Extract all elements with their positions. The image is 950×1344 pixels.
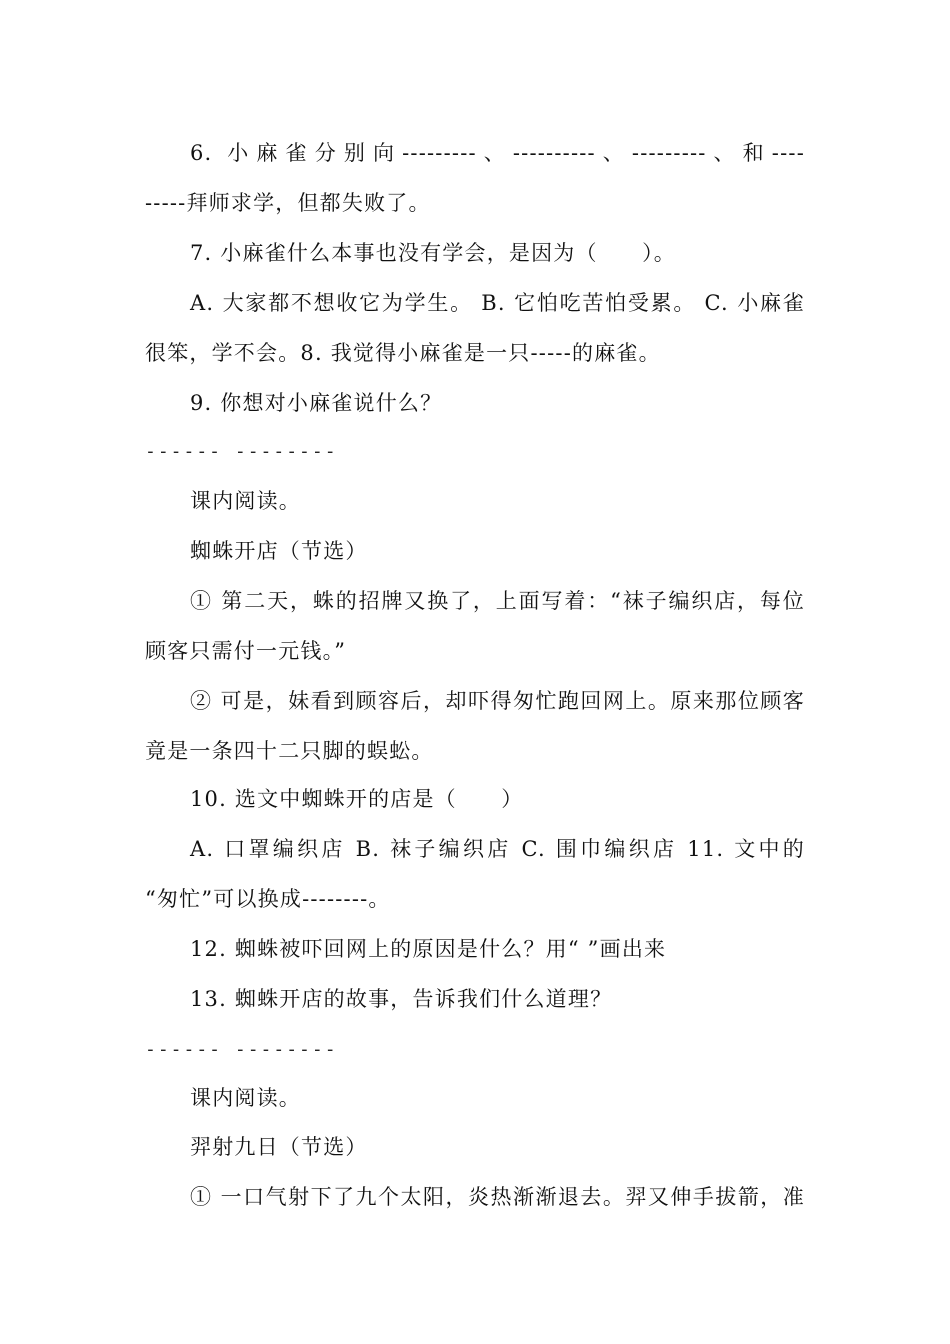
- q9-stem: 9. 你想对小麻雀说什么？: [190, 391, 443, 415]
- q7-stem: 7. 小麻雀什么本事也没有学会，是因为（ ）。: [190, 241, 677, 265]
- section2-paragraph1-line2: 顾客只需付一元钱。”: [145, 639, 347, 663]
- q12-stem: 12. 蜘蛛被吓回网上的原因是什么？用“ ”画出来: [190, 937, 667, 961]
- q11-line2: “匆忙”可以换成--------。: [145, 887, 391, 911]
- section2-paragraph1-line1: ① 第二天，蛛的招牌又换了，上面写着：“袜子编织店，每位: [190, 589, 805, 613]
- section3-title: 羿射九日（节选）: [190, 1135, 368, 1159]
- q6-line2: -----拜师求学，但都失败了。: [145, 191, 431, 215]
- section2-paragraph2-line1: ② 可是，妹看到顾容后，却吓得匆忙跑回网上。原来那位顾客: [190, 689, 805, 713]
- q13-stem: 13. 蜘蛛开店的故事，告诉我们什么道理？: [190, 987, 613, 1011]
- q6-line1: 6. 小麻雀分别向---------、----------、---------、和----: [190, 141, 805, 165]
- q10-stem: 10. 选文中蜘蛛开的店是（ ）: [190, 787, 524, 811]
- section2-title: 蜘蛛开店（节选）: [190, 539, 368, 563]
- q13-answer-line: ------ --------: [145, 1039, 338, 1060]
- section3-heading: 课内阅读。: [190, 1086, 301, 1110]
- q7-options-line2: 很笨，学不会。8. 我觉得小麻雀是一只-----的麻雀。: [145, 341, 661, 365]
- q10-options: A. 口罩编织店 B. 袜子编织店 C. 围巾编织店 11. 文中的: [190, 837, 805, 861]
- q9-answer-line: ------ --------: [145, 441, 338, 462]
- section2-paragraph2-line2: 竟是一条四十二只脚的蜈蚣。: [145, 739, 434, 763]
- section3-paragraph1-line1: ① 一口气射下了九个太阳，炎热渐渐退去。羿又伸手拔箭，准: [190, 1185, 805, 1209]
- section2-heading: 课内阅读。: [190, 489, 301, 513]
- q7-options-line1: A. 大家都不想收它为学生。 B. 它怕吃苦怕受累。 C. 小麻雀: [190, 291, 805, 315]
